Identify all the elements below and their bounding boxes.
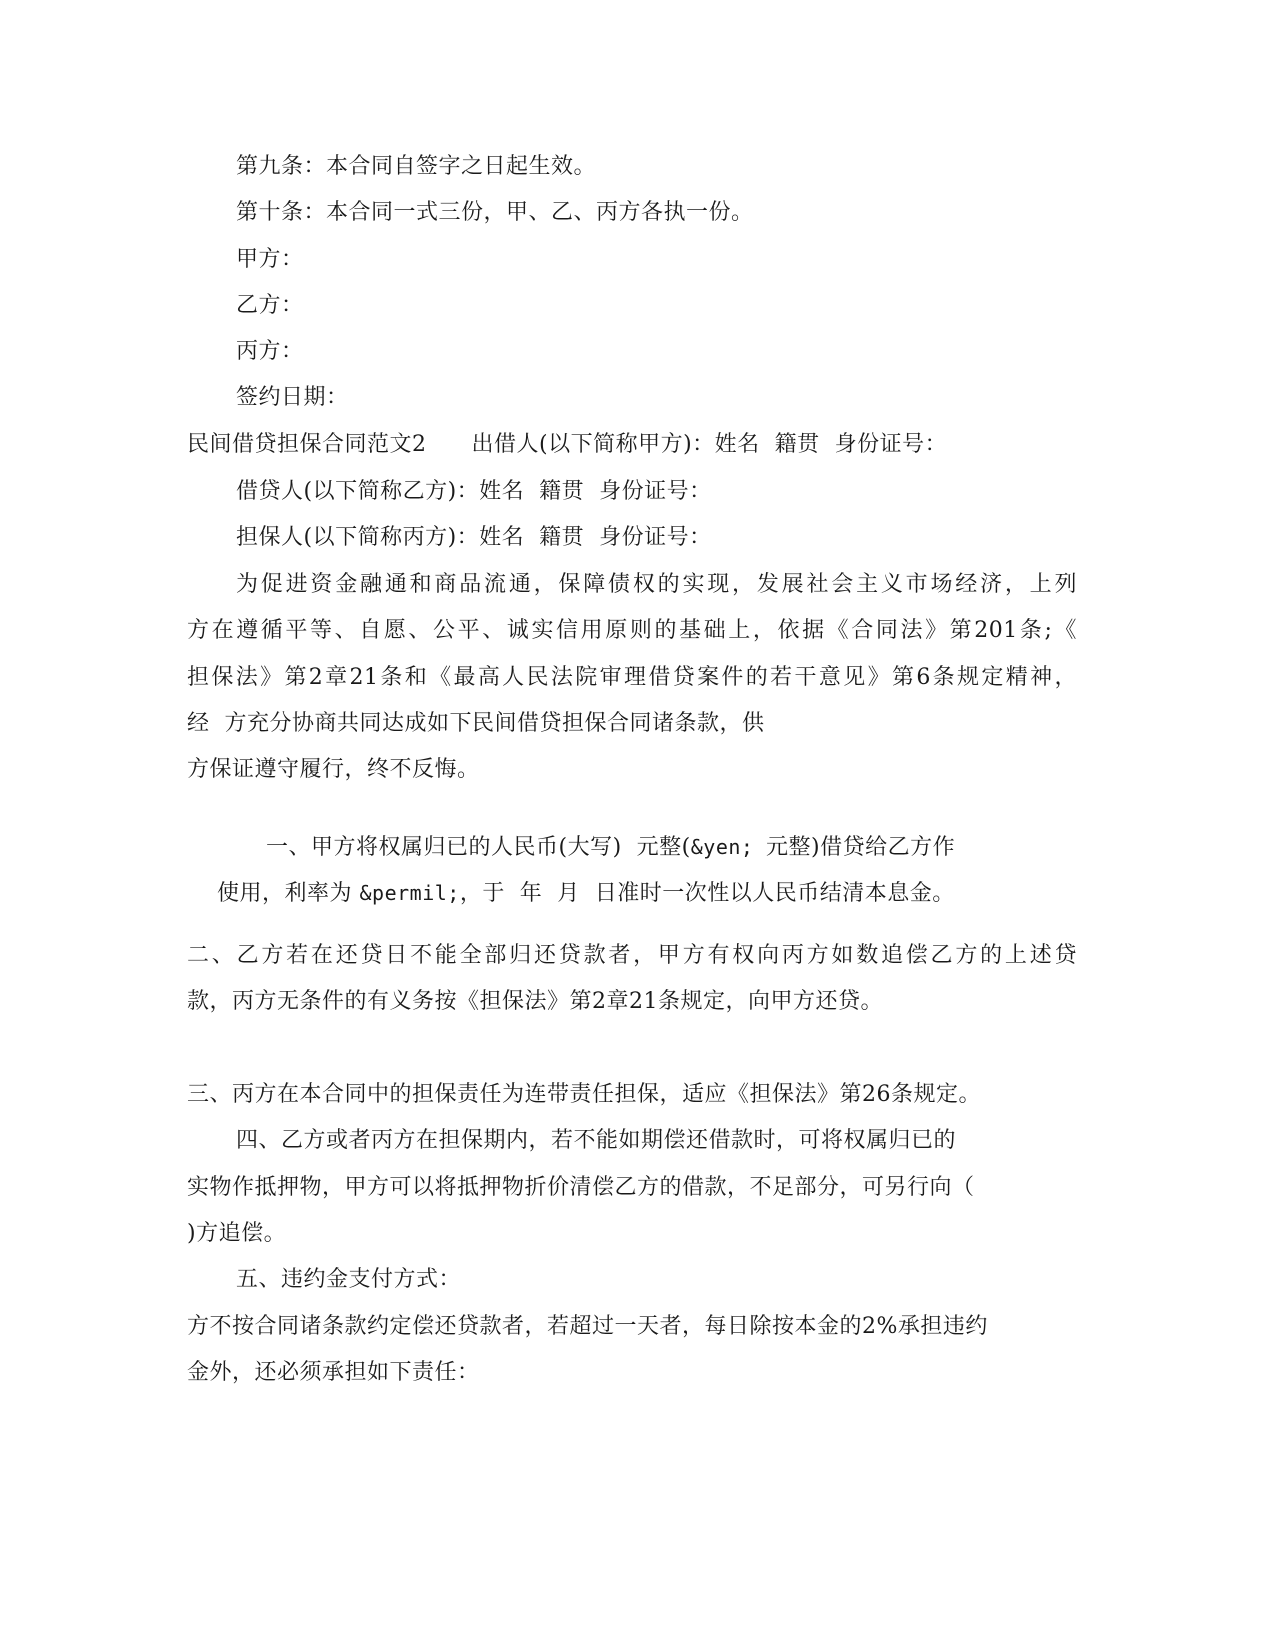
yen-entity-text: &yen; xyxy=(690,835,766,859)
article-5-heading: 五、违约金支付方式： xyxy=(236,1267,462,1292)
clause-10: 第十条：本合同一式三份，甲、乙、丙方各执一份。 xyxy=(236,200,754,225)
preamble-line-4: 经 方充分协商共同达成如下民间借贷担保合同诸条款，供 xyxy=(187,711,765,736)
article-4-line-3: )方追偿。 xyxy=(187,1221,287,1246)
party-c-label: 丙方： xyxy=(236,339,304,364)
preamble-line-5: 方保证遵守履行，终不反悔。 xyxy=(187,757,480,782)
article-2-line-1: 二、乙方若在还贷日不能全部归还贷款者，甲方有权向丙方如数追偿乙方的上述贷 xyxy=(187,943,1077,968)
article-5-line-1: 方不按合同诸条款约定偿还贷款者，若超过一天者，每日除按本金的2%承担违约 xyxy=(187,1314,988,1339)
article-1-text-c: 使用，利率为 xyxy=(216,881,360,906)
article-1-text-a: 一、甲方将权属归已的人民币(大写) 元整( xyxy=(265,835,691,860)
article-4-line-1: 四、乙方或者丙方在担保期内，若不能如期偿还借款时，可将权属归已的 xyxy=(236,1128,957,1153)
article-1-line-2 xyxy=(187,848,955,939)
preamble-line-3: 担保法》第2章21条和《最高人民法院审理借贷案件的若干意见》第6条规定精神， xyxy=(187,665,1077,690)
guarantor-line: 担保人(以下简称丙方)：姓名 籍贯 身份证号： xyxy=(236,525,712,550)
permil-entity-text: &permil; xyxy=(359,881,460,905)
signing-date-label: 签约日期： xyxy=(236,385,349,410)
clause-9: 第九条：本合同自签字之日起生效。 xyxy=(236,154,597,179)
article-3: 三、丙方在本合同中的担保责任为连带责任担保，适应《担保法》第26条规定。 xyxy=(187,1082,981,1107)
preamble-line-2: 方在遵循平等、自愿、公平、诚实信用原则的基础上，依据《合同法》第201条;《 xyxy=(187,618,1077,643)
preamble-line-1: 为促进资金融通和商品流通，保障债权的实现，发展社会主义市场经济，上列 xyxy=(236,572,1077,597)
article-5-line-2: 金外，还必须承担如下责任： xyxy=(187,1360,480,1385)
borrower-line: 借贷人(以下简称乙方)：姓名 籍贯 身份证号： xyxy=(236,479,712,504)
article-1-text-d: ，于 年 月 日准时一次性以人民币结清本息金。 xyxy=(459,881,955,906)
article-2-line-2: 款，丙方无条件的有义务按《担保法》第2章21条规定，向甲方还贷。 xyxy=(187,989,883,1014)
article-4-line-2: 实物作抵押物，甲方可以将抵押物折价清偿乙方的借款，不足部分，可另行向（ xyxy=(187,1175,975,1200)
party-b-label: 乙方： xyxy=(236,293,304,318)
party-a-label: 甲方： xyxy=(236,247,304,272)
contract-title-and-lender: 民间借贷担保合同范文2 出借人(以下简称甲方)：姓名 籍贯 身份证号： xyxy=(187,432,948,457)
article-1-text-b: 元整)借贷给乙方作 xyxy=(765,835,956,860)
